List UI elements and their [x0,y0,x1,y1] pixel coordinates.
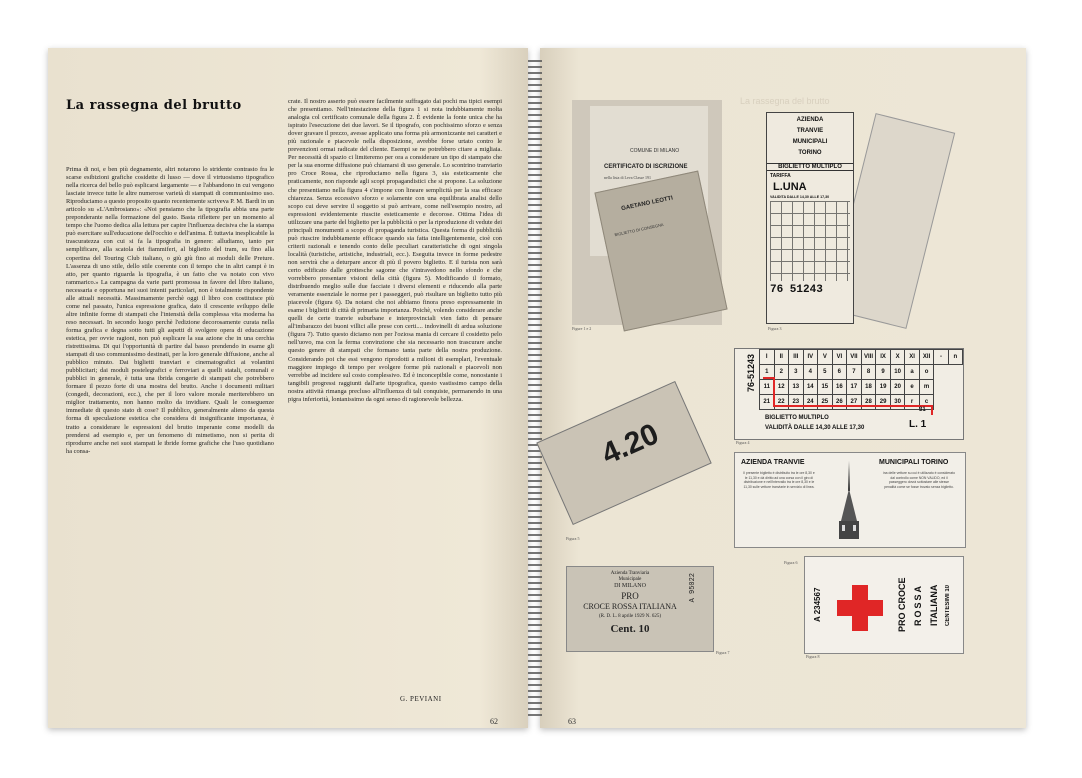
grid-header-cell: II [774,350,789,365]
grid-cell: 15 [818,380,833,395]
ticket-heading-right: MUNICIPALI TORINO [879,459,949,466]
grid-header-cell: X [890,350,905,365]
grid-cell: e [905,380,919,395]
grid-cell: o [919,365,934,380]
ticket-price: L.UNA [773,181,807,193]
figure-caption: Figure 1 e 2 [572,326,592,331]
grid-cell: 17 [847,380,862,395]
mole-antonelliana-icon [833,461,865,541]
grid-cell: 28 [861,395,876,410]
figure-caption: Figura 8 [806,654,820,659]
grid-cell: 3 [789,365,804,380]
ticket-line-4: CENTESIMI 10 [945,584,951,626]
grid-header-cell: - [934,350,948,365]
page-number-right: 63 [568,717,576,726]
ticket-line-3: ITALIANA [929,584,939,626]
ticket-number: 76 51243 [770,284,823,296]
red-rule [773,377,775,405]
grid-header-cell: I [760,350,775,365]
grid-header-cell: VI [832,350,847,365]
grid-cell: 13 [789,380,804,395]
red-cross-icon [835,583,885,633]
grid-cell: 22 [774,395,789,410]
grid-cell: 2 [774,365,789,380]
grid-header-cell: VIII [861,350,876,365]
ticket-line-4: PRO [621,591,639,601]
ticket-line-1: AZIENDA [796,117,824,123]
certificate-subtitle: nella lista di Leva Classe 191 [604,175,651,180]
grid-cell: 9 [876,365,891,380]
figure-7-ticket [566,566,714,652]
ticket-line-1: PRO CROCE [897,577,907,633]
grid-header-cell: XI [905,350,919,365]
ticket-line-3: DI MILANO [614,583,646,589]
ticket-line-1: Azienda Tranviaria [610,571,650,576]
figure-caption: Figura 7 [716,650,730,655]
figure-3-ticket [766,112,854,324]
grid-cell: 14 [803,380,818,395]
ticket-price: L. 1 [909,419,927,430]
grid-cell: 18 [861,380,876,395]
grid-header-cell: V [818,350,833,365]
grid-cell: 7 [847,365,862,380]
grid-cell: 5 [818,365,833,380]
article-column-1: Prima di noi, e ben più degnamente, altri notarono lo stridente contrasto fra le scarse esibizioni grafiche cosidette di lusso — dove il virtuosismo tipografico nella ricerca del bello può esplicarsi largamente — e l'abbandono in cui vengono lasciate invece tutte le altre numerose varietà di stampati di communissimo uso. Riproduciamo a questo proposito quanto recentemente scriveva P. M. Bardi in un articolo su «L'Ambrosiano»: «Noi pensiamo che la tipografia abbia una parte preponderante nella formazione del gusto. Basta riflettere per un momento al tempo che l'uomo dedica alla lettura per capire l'influenza decisiva che la stampa può esercitare sull'educazione dell'occhio e dell'anima. È tuttavia inesplicabile la trascuratezza con cui si fa la tipografia in genere: alludiamo, tanto per semplificare, alla scatola dei fiammiferi, al biglietto del tram, su fino alla copertina del Touring Club italiano, o giù giù fino ai moduli delle Preture. L'assenza di uno stile, dello stile coerente con il tempo che in altri campi è in atto, per quanto riguarda la tipografia, è un fatto che va notato con vivo rammarico.» La campagna da varie parti promossa in favore del libro italiano, necessaria e opportuna nei suoi intenti particolari, non è totalmente rispondente alle attuali necessità. Massimamente perchè oggi il libro con costituisce più come nel passato, l'unica espressione grafica, dato il crescente sviluppo delle altre infinite forme di stampati che l'intensità della complessa vita moderna ha reso necessari. In secondo luogo perchè l'edizione decorosamente curata nella forma grafica e degna sotto tutti gli aspetti di svolgere opera di educazione estetica, per ovvie ragioni, non può esplicare la sua azione che in una cerchia ristrettissima. Di qui l'opportunità di partire dal basso prendendo in esame gli stampati di uso communissimo destinati, per la loro generale diffusione, anche al pubblico minuto. Dai biglietti tranviari e cinematografici ai volantini pubblicitari; dai moduli postelegrafici e ferroviari a quelli statali, comunali e pubblici in generale, è tutta una ibrida congerie di stampati che potrebbero formare il pezzo forte di una mostra del brutto. Anche i documenti militari (congedi, decorazioni, ecc.), che per il loro valore morale meriterebbero un miglior trattamento, non hanno molto da invidiare. Quali le conseguenze immediate di questo stato di cose? Il pubblico, generalmente alieno da questa forma di speculazione estetica che considera di insignificante importanza, è tratto a considerare le espressioni del brutto imperante come modelli da prendersi ad esempio e, per un fenomeno di mimetismo, non si perita di riprodurre anche nei suoi stampati le ibride forme grafiche che l'uso quotidiano ha consa- [66,166,274,455]
figure-1-2-certificates [572,100,722,325]
grid-header-cell: III [789,350,804,365]
ticket-number-grid [759,349,963,410]
certificate-title: CERTIFICATO DI ISCRIZIONE [604,164,688,170]
grid-cell: m [919,380,934,395]
grid-cell: c [919,395,934,410]
figure-6-ticket [734,452,966,548]
ticket-line-2: ROSSA [913,584,923,627]
grid-cell: 27 [847,395,862,410]
grid-cell: 21 [760,395,775,410]
article-title: La rassegna del brutto [66,98,242,113]
certificate-header: COMUNE DI MILANO [630,148,680,154]
red-rule [773,405,933,407]
grid-cell: 25 [818,395,833,410]
grid-header-cell: VII [847,350,862,365]
figure-caption: Figura 4 [736,440,750,445]
grid-cell: 29 [876,395,891,410]
ticket-line-7: Cent. 10 [610,623,650,635]
grid-cell: 1 [760,365,775,380]
ticket-tariff: TARIFFA [770,173,791,179]
ticket-line-4: TORINO [798,150,822,156]
last-day-cell: 31 [919,407,926,413]
grid-cell: 11 [760,380,775,395]
ticket-big-number: 4.20 [596,417,664,472]
grid-header-cell: XII [919,350,934,365]
ticket-grid [770,201,850,281]
grid-cell: 30 [890,395,905,410]
ticket-serial: 76-51243 [746,353,756,392]
figure-4-redesigned-ticket [734,348,964,440]
ticket-text-left: Il presente biglietto è distribuito tra le ore 8,30 e le 11,30 e dà diritto ad una corsa con il giro di distribuzione e nell'intervallo tra le ore 8,30 e le 11,30 sulle vetture tranviarie in servizio di linea. [743,471,815,489]
grid-cell: 4 [803,365,818,380]
red-rule [931,405,933,415]
grid-cell: 26 [832,395,847,410]
grid-cell: 23 [789,395,804,410]
ticket-serial: A 234567 [813,587,822,623]
ticket-line-2: Municipale [618,577,642,582]
ticket-line-3: MUNICIPALI [792,139,828,145]
card-subtitle: BIGLIETTO DI CONSEGNA [614,221,664,238]
grid-header-cell: n [948,350,962,365]
ticket-line-6: (R. D. L. 8 aprile 1929 N. 625) [598,614,662,619]
grid-cell: 8 [861,365,876,380]
grid-cell: 20 [890,380,905,395]
grid-header-cell: IX [876,350,891,365]
ticket-line-5: CROCE ROSSA ITALIANA [583,602,677,611]
figure-caption: Figura 6 [784,560,798,565]
ticket-validity: VALIDITA DALLE 14,30 ALLE 17,30 [770,195,830,199]
page-number-left: 62 [490,717,498,726]
article-column-2: crate. Il nostro asserto può essere facilmente suffragato dai pochi ma tipici esempi che presentiamo. Nell'intestazione della figura 1 si nota indubbiamente molta analogia col certificato comunale della figura 2. È evidente la fonte unica che ha ispirato l'esecuzione dei due lavori. Se il tipografo, con pochissimo sforzo e senza dover gravare il prezzo, avesse applicato una forma più armonizzante nei caratteri e più razionale e piacevole nella disposizione, avrebbe forse urtato contro le prevenzioni ormai radicate del cliente. Esempi se ne potrebbero citare a migliaia. Per necessità di spazio ci limiteremo per ora a considerare un tipo di stampato che per la sua enorme diffusione può chiamarsi di uso generale. Lo scontrino tranviario pro Croce Rossa, che riproduciamo nella figura 3, sia esteticamente che praticamente, non risponde agli scopi propagandistici che si propone. La soluzione che presentiamo nella figura 4 s'impone con lineare semplicità per la sua efficace chiarezza. Senza eccessivo sforzo e solamente con una equilibrata analisi dello scopo cui deve servire il soggetto si può arrivare, come nell'esempio nostro, ad espressioni evidentemente riuscite esteticamente e decorose. Ottima l'idea di utilizzare una parte del biglietto per la pubblicità o per la riproduzione di vedute dei principali monumenti a scopo di propaganda turistica. Questa forma di pubblicità può riuscire indubbiamente efficace quando sia fatta intelligentemente, cioè con criterii razionali e tenendo conto delle peculiari caratteristiche di ogni singola località (turistiche, artistiche, industriali, ecc.). Eseguita invece in forme pedestre non servirà che a deturpare ancor di più il povero biglietto. E il turista non sarà certo edificato dalle grottesche sagome che s'intravedono nello sfondo e che vorrebbero presentare visioni della città (figura 5). Modificando il formato, distribuendo meglio sulle due facciate i diversi elementi e riducendo alla parte veramente essenziale le norme per i passeggeri, può risultare un biglietto tutto più piacevole (figura 6). Da notarsi che noi abbiamo finora preso espressamente in esame i biglietti di città di primaria importanza. Poichè, volendo considerare anche quelli de certe tranvie suburbane e interprovinciali vien fatto di pensare all'imbarazzo dei buoni villici alle prese con certi.... indovinelli di ardua soluzione (figura 7). Tutto questo diciamo non per l'oziosa mania di cercare il cosidetto pelo nell'uovo, ma con la ferma convinzione che sia necessario non trascurare anche questo genere di stampati che formano tanta parte della nostra produzione. Considerando poi che essi vengono riprodotti a milioni di esemplari, l'eventuale maggiore impiego di tempo per svolgere forme più razionali e piacevoli non verrebbe ad incidere sul costo complessivo. Ed è inconcepibile come, nonostante i tangibili progressi raggiunti dall'arte tipografica, questo vastissimo campo della nostra attività rimanga precluso all'influenza di tali conquiste, permanendo in una pigra inferiorità, lontanissimo da ogni senso di ragionevole bellezza. [288,98,502,403]
figure-caption: Figura 3 [768,326,782,331]
ticket-validity: VALIDITÀ DALLE 14,30 ALLE 17,30 [765,425,865,431]
grid-cell: 24 [803,395,818,410]
card-name: GAETANO LEOTTI [620,195,674,213]
ticket-title: BIGLIETTO MULTIPLO [767,163,853,171]
grid-cell: a [905,365,919,380]
ticket-line-2: TRANVIE [796,128,824,134]
spiral-binding [528,60,542,720]
author-signature: G. PEVIANI [400,695,442,703]
ticket-text-right: ina delle vetture su cui è utilizzato è considerato dal controllo come NON VALIDO, ed il passeggero dovrà sottostare alle stesse penalità come se fosse trovato senza biglietto. [883,471,955,489]
bleed-through-heading: La rassegna del brutto [740,96,830,106]
grid-cell: 12 [774,380,789,395]
ticket-serial: A 95022 [689,573,697,603]
figure-caption: Figura 5 [566,536,580,541]
grid-cell: 16 [832,380,847,395]
ticket-heading-left: AZIENDA TRANVIE [741,459,805,466]
grid-header-cell: IV [803,350,818,365]
ticket-title: BIGLIETTO MULTIPLO [765,415,829,421]
grid-cell: 10 [890,365,905,380]
figure-8-ticket [804,556,964,654]
grid-cell: r [905,395,919,410]
grid-cell: 19 [876,380,891,395]
grid-cell: 6 [832,365,847,380]
